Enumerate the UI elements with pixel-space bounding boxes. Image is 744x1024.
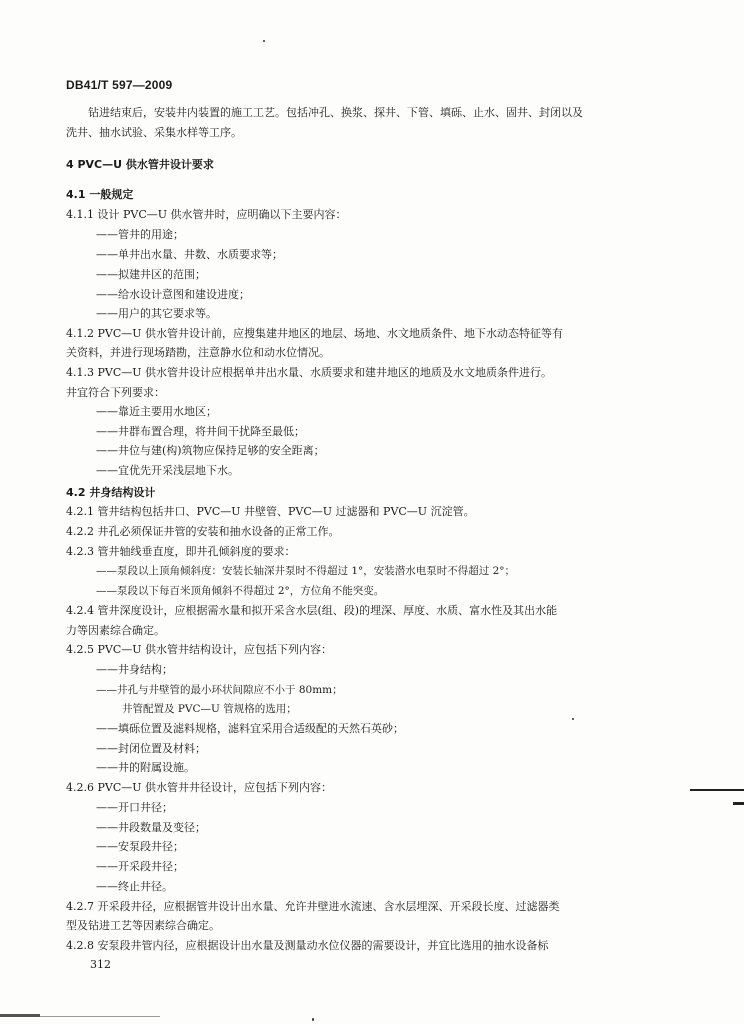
- scan-edge-mark: [733, 802, 744, 805]
- list-item: ——井的附属设施。: [96, 761, 195, 774]
- subsection-heading: 4.1 一般规定: [66, 188, 134, 201]
- list-item: ——终止井径。: [96, 880, 173, 893]
- scan-speck: [312, 1018, 314, 1021]
- list-item: ——开采段井径；: [96, 860, 184, 873]
- list-item: ——宜优先开采浅层地下水。: [96, 464, 239, 477]
- scan-edge-mark: [0, 1014, 40, 1017]
- clause-line: 4.1.2 PVC—U 供水管井设计前，应搜集建井地区的地层、场地、水文地质条件、地下水动态特征等有: [66, 327, 564, 340]
- subsection-heading: 4.2 井身结构设计: [66, 486, 156, 499]
- clause-line: 4.2.5 PVC—U 供水管井结构设计，应包括下列内容：: [66, 643, 333, 656]
- list-item: ——单井出水量、井数、水质要求等；: [96, 248, 283, 261]
- list-item: 井管配置及 PVC—U 管规格的选用；: [122, 703, 297, 715]
- standard-code-header: DB41/T 597—2009: [66, 78, 173, 92]
- clause-line: 4.2.2 井孔必须保证井管的安装和抽水设备的正常工作。: [66, 525, 340, 538]
- scan-speck: [572, 718, 574, 720]
- list-item: ——填砾位置及滤料规格，滤料宜采用合适级配的天然石英砂；: [96, 722, 404, 735]
- clause-line: 4.2.7 开采段井径，应根据管井设计出水量、允许井壁进水流速、含水层埋深、开采段长度、过滤器类: [66, 900, 560, 913]
- list-item: ——开口井径；: [96, 801, 173, 814]
- text-line: 钻进结束后，安装井内装置的施工工艺。包括冲孔、换浆、探井、下管、填砾、止水、固井、封闭以及: [88, 106, 583, 119]
- list-item: ——用户的其它要求等。: [96, 307, 217, 320]
- list-item: ——封闭位置及材料；: [96, 742, 206, 755]
- list-item: ——井群布置合理，将井间干扰降至最低；: [96, 425, 305, 438]
- scan-edge-mark: [40, 1016, 160, 1017]
- page-number: 312: [90, 958, 111, 971]
- clause-line: 4.1.1 设计 PVC—U 供水管井时，应明确以下主要内容：: [66, 208, 347, 221]
- clause-line: 4.1.3 PVC—U 供水管井设计应根据单井出水量、水质要求和建井地区的地质及水文地质条件进行。: [66, 366, 553, 379]
- clause-line: 4.2.1 管井结构包括井口、PVC—U 井壁管、PVC—U 过滤器和 PVC—U 沉淀管。: [66, 505, 475, 518]
- text-line: 洗井、抽水试验、采集水样等工序。: [66, 126, 242, 139]
- list-item: ——给水设计意图和建设进度；: [96, 288, 250, 301]
- clause-line: 4.2.6 PVC—U 供水管井井径设计，应包括下列内容：: [66, 781, 333, 794]
- list-item: ——井位与建(构)筑物应保持足够的安全距离；: [96, 444, 325, 457]
- list-item: ——井段数量及变径；: [96, 821, 206, 834]
- list-item: ——管井的用途；: [96, 228, 184, 241]
- text-line: 型及钻进工艺等因素综合确定。: [66, 919, 220, 932]
- text-line: 井宜符合下列要求：: [66, 386, 165, 399]
- scan-edge-mark: [690, 789, 744, 791]
- text-line: 力等因素综合确定。: [66, 624, 165, 637]
- clause-line: 4.2.3 管井轴线垂直度，即井孔倾斜度的要求：: [66, 545, 296, 558]
- list-item: ——安泵段井径；: [96, 840, 184, 853]
- clause-line: 4.2.8 安泵段井管内径，应根据设计出水量及测量动水位仪器的需要设计，并宜比选用的抽水设备标: [66, 939, 549, 952]
- list-item: ——泵段以下每百米顶角倾斜不得超过 2°，方位角不能突变。: [96, 585, 385, 597]
- list-item: ——靠近主要用水地区；: [96, 405, 217, 418]
- list-item: ——拟建井区的范围；: [96, 268, 206, 281]
- scan-speck: [263, 40, 265, 42]
- section-heading: 4 PVC—U 供水管井设计要求: [66, 158, 214, 171]
- text-line: 关资料，并进行现场踏勘，注意静水位和动水位情况。: [66, 346, 330, 359]
- list-item: ——泵段以上顶角倾斜度：安装长轴深井泵时不得超过 1°，安装潜水电泵时不得超过 2°；: [96, 565, 516, 577]
- list-item: ——井身结构；: [96, 663, 173, 676]
- list-item: ——井孔与井壁管的最小环状间隙应不小于 80mm；: [96, 684, 343, 696]
- clause-line: 4.2.4 管井深度设计，应根据需水量和拟开采含水层(组、段)的埋深、厚度、水质、富水性及其出水能: [66, 604, 558, 617]
